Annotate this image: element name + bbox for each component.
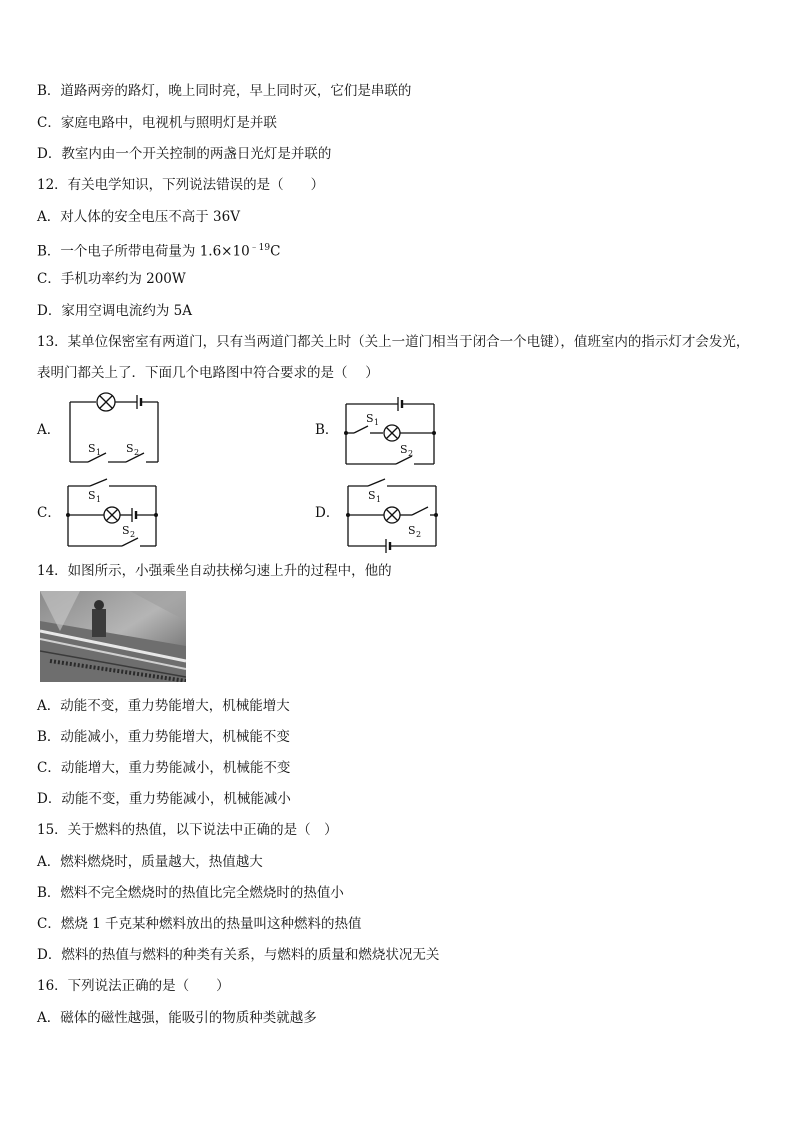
circuit-c-diagram bbox=[60, 478, 170, 558]
q15-option-d: D．燃料的热值与燃料的种类有关系，与燃料的质量和燃烧状况无关 bbox=[37, 947, 440, 963]
q12-option-b-unit: C bbox=[270, 243, 281, 260]
q14-stem: 14．如图所示，小强乘坐自动扶梯匀速上升的过程中，他的 bbox=[37, 563, 392, 579]
circuit-d-diagram bbox=[338, 478, 448, 558]
circuit-b-diagram bbox=[338, 390, 448, 470]
circuit-b-switch2-label: S bbox=[400, 443, 408, 456]
q14-option-b: B．动能减小，重力势能增大，机械能不变 bbox=[37, 729, 290, 745]
q12-option-b bbox=[37, 239, 280, 261]
q11-option-c: C．家庭电路中，电视机与照明灯是并联 bbox=[37, 115, 277, 131]
q12-option-d: D．家用空调电流约为 5A bbox=[37, 303, 192, 319]
circuit-a-switch1-sub: 1 bbox=[96, 448, 102, 457]
q12-option-a: A．对人体的安全电压不高于 36V bbox=[37, 209, 240, 225]
circuit-d-switch2-label: S bbox=[408, 524, 416, 537]
circuit-c-switch1-label: S bbox=[88, 489, 96, 502]
q12-option-c: C．手机功率约为 200W bbox=[37, 271, 186, 287]
q13-option-c-label: C． bbox=[37, 505, 61, 521]
q14-option-a: A．动能不变，重力势能增大，机械能增大 bbox=[37, 698, 290, 714]
q15-option-b: B．燃料不完全燃烧时的热值比完全燃烧时的热值小 bbox=[37, 885, 344, 901]
q13-stem-line1: 13．某单位保密室有两道门，只有当两道门都关上时（关上一道门相当于闭合一个电键），值班室内的指示灯才会发光， bbox=[37, 334, 750, 350]
escalator-photo bbox=[40, 591, 186, 682]
q16-stem: 16．下列说法正确的是（ ） bbox=[37, 978, 230, 994]
circuit-c-switch2-label: S bbox=[122, 524, 130, 537]
circuit-a-diagram bbox=[60, 390, 170, 470]
circuit-a-switch2-label: S bbox=[126, 442, 134, 455]
circuit-d-switch2-sub: 2 bbox=[416, 530, 422, 539]
q11-option-b: B．道路两旁的路灯，晚上同时亮，早上同时灭，它们是串联的 bbox=[37, 83, 412, 99]
q12-stem: 12．有关电学知识，下列说法错误的是（ ） bbox=[37, 177, 325, 193]
q16-option-a: A．磁体的磁性越强，能吸引的物质种类就越多 bbox=[37, 1010, 317, 1026]
q13-option-d-label: D． bbox=[315, 505, 340, 521]
q13-stem-line2: 表明门都关上了．下面几个电路图中符合要求的是（ ） bbox=[37, 365, 379, 381]
q13-option-a-label: A． bbox=[37, 422, 61, 438]
q12-option-b-exponent: ﹣19 bbox=[249, 243, 271, 253]
q15-stem: 15．关于燃料的热值，以下说法中正确的是（ ） bbox=[37, 822, 338, 838]
circuit-b-switch2-sub: 2 bbox=[408, 449, 414, 458]
q15-option-c: C．燃烧 1 千克某种燃料放出的热量叫这种燃料的热值 bbox=[37, 916, 362, 932]
circuit-d-switch1-label: S bbox=[368, 489, 376, 502]
circuit-b-switch1-label: S bbox=[366, 412, 374, 425]
q14-option-d: D．动能不变，重力势能减小，机械能减小 bbox=[37, 791, 291, 807]
circuit-b-switch1-sub: 1 bbox=[374, 418, 380, 427]
q11-option-d: D．教室内由一个开关控制的两盏日光灯是并联的 bbox=[37, 146, 332, 162]
q13-option-b-label: B． bbox=[315, 422, 339, 438]
circuit-c-switch2-sub: 2 bbox=[130, 530, 136, 539]
circuit-c-switch1-sub: 1 bbox=[96, 495, 102, 504]
q12-option-b-prefix: B．一个电子所带电荷量为 1.6×10 bbox=[37, 243, 250, 260]
circuit-a-switch2-sub: 2 bbox=[134, 448, 140, 457]
circuit-a-switch1-label: S bbox=[88, 442, 96, 455]
q14-option-c: C．动能增大，重力势能减小，机械能不变 bbox=[37, 760, 291, 776]
circuit-d-switch1-sub: 1 bbox=[376, 495, 382, 504]
q15-option-a: A．燃料燃烧时，质量越大，热值越大 bbox=[37, 854, 263, 870]
